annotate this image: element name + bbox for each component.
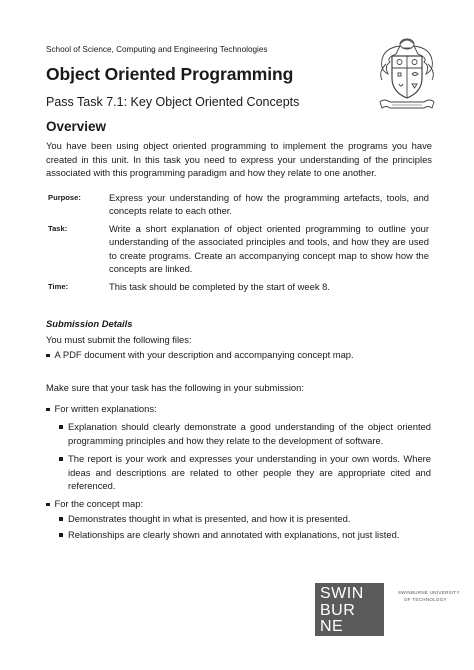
list-item [59, 528, 431, 542]
checklist-intro: Make sure that your task has the following in your submission: [46, 382, 304, 393]
map-item-text: Relationships are clearly shown and annotated with explanations, not just listed. [68, 529, 400, 540]
university-name-line: OF TECHNOLOGY [404, 597, 447, 602]
map-item-text: Demonstrates thought in what is presented, and how it is presented. [68, 513, 351, 524]
task-subtitle: Pass Task 7.1: Key Object Oriented Concepts [46, 95, 300, 109]
bullet-icon [46, 503, 50, 507]
bullet-icon [59, 533, 63, 537]
task-text: Write a short explanation of object oriented programming to outline your understanding of the associated principles and tools, and how they are used to create programs. Create an accompanying concept map to show how the concepts are linked. [109, 223, 429, 274]
time-label: Time: [48, 282, 69, 291]
university-crest-icon [372, 34, 442, 118]
bullet-icon [46, 354, 50, 358]
page-title: Object Oriented Programming [46, 64, 294, 84]
list-item [46, 348, 354, 362]
overview-heading: Overview [46, 119, 107, 134]
written-item-text: Explanation should clearly demonstrate a good understanding of the object oriented programming principles and how they relate to the development of software. [68, 421, 431, 446]
task-label: Task: [48, 224, 68, 233]
list-item [59, 420, 431, 447]
file-item-text: A PDF document with your description and accompanying concept map. [54, 349, 354, 360]
bullet-icon [59, 517, 63, 521]
list-item [46, 402, 157, 416]
purpose-label: Purpose: [48, 193, 81, 202]
map-heading: For the concept map: [54, 498, 144, 509]
bullet-icon [59, 457, 63, 461]
logo-line: SWIN [320, 585, 364, 602]
school-name: School of Science, Computing and Engineering Technologies [46, 45, 268, 54]
submission-heading: Submission Details [46, 318, 133, 329]
logo-line: NE [320, 618, 344, 635]
time-text: This task should be completed by the start of week 8. [109, 281, 330, 292]
submission-intro: You must submit the following files: [46, 334, 192, 345]
bullet-icon [59, 425, 63, 429]
swinburne-logo [315, 583, 384, 636]
university-name [398, 589, 460, 603]
written-heading: For written explanations: [54, 403, 157, 414]
list-item [46, 497, 143, 511]
bullet-icon [46, 408, 50, 412]
logo-line: BUR [320, 601, 356, 619]
list-item [59, 452, 431, 493]
list-item [59, 512, 431, 526]
purpose-text: Express your understanding of how the programming artefacts, tools, and concepts relate to each other. [109, 192, 429, 217]
university-name-line: SWINBURNE UNIVERSITY [398, 590, 460, 595]
written-item-text: The report is your work and expresses your understanding in your own words. Where ideas and descriptions are related to other people they are appropriate cited and referenced. [68, 453, 431, 491]
overview-text: You have been using object oriented programming to implement the programs you have created in this unit. In this task you need to express your understanding of the principles associated with this programming paradigm and how they relate to one another. [46, 140, 432, 178]
